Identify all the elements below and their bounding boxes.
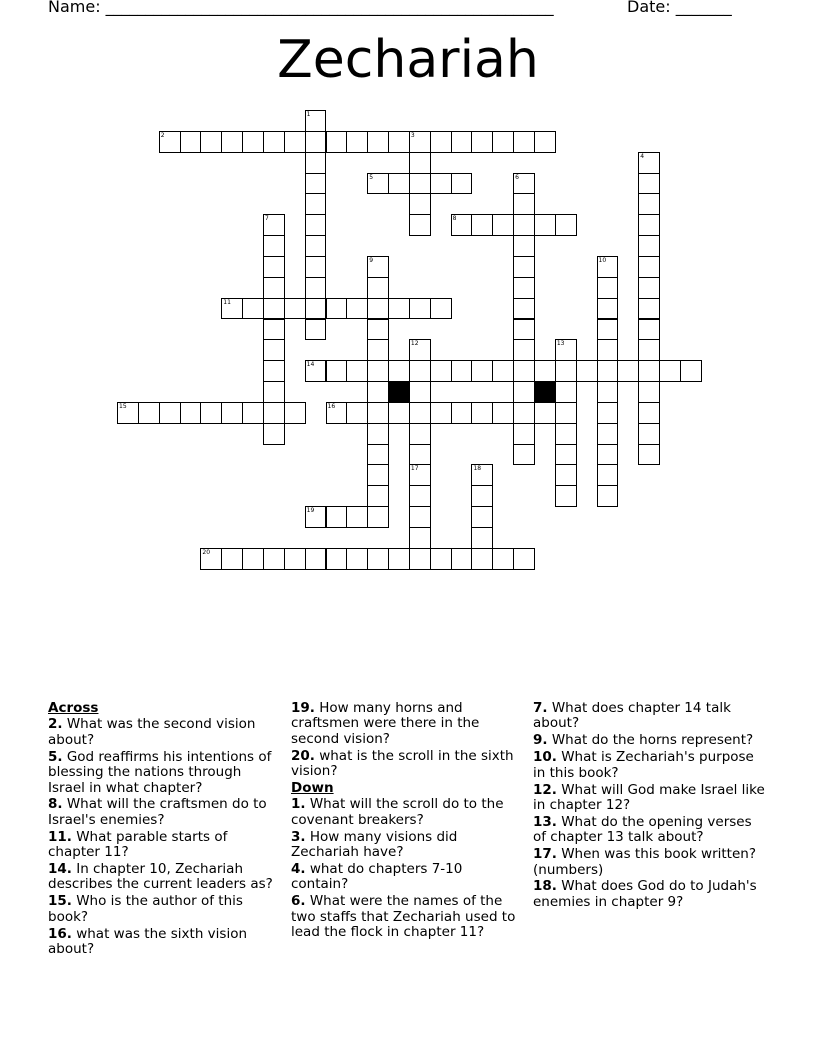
crossword-cell[interactable] [638, 277, 660, 299]
crossword-cell[interactable] [200, 402, 222, 424]
clues-column-1 [48, 701, 276, 959]
crossword-cell[interactable] [638, 256, 660, 278]
crossword-cell[interactable] [492, 548, 514, 570]
clue-number: 11. [48, 828, 72, 845]
clue-text: Who is the author of this book? [48, 893, 243, 925]
crossword-cell[interactable] [367, 381, 389, 403]
crossword-cell[interactable] [305, 277, 327, 299]
crossword-cell[interactable] [388, 402, 410, 424]
crossword-cell[interactable] [200, 131, 222, 153]
crossword-cell[interactable] [471, 485, 493, 507]
clue-down-3 [291, 830, 519, 861]
clue-number: 1. [291, 796, 306, 813]
crossword-cell[interactable] [159, 402, 181, 424]
crossword-cell[interactable] [367, 402, 389, 424]
crossword-cell[interactable] [471, 464, 493, 486]
crossword-cell[interactable] [221, 548, 243, 570]
clue-down-7 [533, 701, 765, 732]
crossword-cell[interactable] [471, 360, 493, 382]
clue-text: what was the sixth vision about? [48, 925, 248, 958]
crossword-cell[interactable] [409, 339, 431, 361]
crossword-cell[interactable] [117, 402, 139, 424]
crossword-cell[interactable] [242, 402, 264, 424]
clue-number-label: 3 [410, 131, 415, 139]
crossword-cell[interactable] [367, 277, 389, 299]
crossword-cell[interactable] [284, 298, 306, 320]
crossword-cell[interactable] [305, 548, 327, 570]
crossword-cell[interactable] [409, 381, 431, 403]
crossword-cell[interactable] [367, 444, 389, 466]
clue-text: What do the opening verses of chapter 13 talk about? [533, 813, 752, 846]
clue-text: What does God do to Judah's enemies in chapter 9? [533, 878, 757, 910]
clue-down-1 [291, 797, 519, 828]
crossword-cell[interactable] [367, 464, 389, 486]
crossword-cell[interactable] [409, 193, 431, 215]
crossword-cell[interactable] [263, 319, 285, 341]
crossword-cell[interactable] [200, 548, 222, 570]
crossword-cell[interactable] [638, 339, 660, 361]
clue-number-label: 11 [223, 298, 231, 306]
crossword-cell[interactable] [326, 402, 348, 424]
crossword-cell[interactable] [451, 173, 473, 195]
crossword-cell[interactable] [492, 360, 514, 382]
crossword-cell[interactable] [597, 402, 619, 424]
crossword-cell[interactable] [638, 360, 660, 382]
crossword-cell[interactable] [555, 485, 577, 507]
crossword-cell[interactable] [326, 506, 348, 528]
clue-text: What was the second vision about? [48, 716, 256, 748]
clue-number-label: 12 [410, 340, 419, 348]
clue-number: 8. [48, 796, 63, 813]
crossword-cell[interactable] [513, 381, 535, 403]
clue-text: What will the scroll do to the covenant breakers? [291, 796, 504, 828]
crossword-cell[interactable] [638, 193, 660, 215]
clue-across-16 [48, 927, 276, 958]
name-field[interactable]: Name: ________________________________________________________ [48, 0, 554, 16]
crossword-cell[interactable] [597, 256, 619, 278]
crossword-cell[interactable] [367, 339, 389, 361]
crossword-cell[interactable] [409, 173, 431, 195]
crossword-cell[interactable] [451, 131, 473, 153]
clue-number: 15. [48, 893, 72, 910]
crossword-cell[interactable] [555, 402, 577, 424]
crossword-cell[interactable] [471, 214, 493, 236]
crossword-cell[interactable] [367, 506, 389, 528]
crossword-cell[interactable] [305, 319, 327, 341]
crossword-cell[interactable] [597, 464, 619, 486]
crossword-cell[interactable] [638, 298, 660, 320]
crossword-cell[interactable] [513, 235, 535, 257]
crossword-cell[interactable] [367, 485, 389, 507]
clue-across-5 [48, 750, 276, 796]
crossword-cell[interactable] [534, 131, 556, 153]
clue-text: What is Zechariah's purpose in this book? [533, 749, 754, 781]
crossword-cell[interactable] [597, 360, 619, 382]
clue-down-6 [291, 894, 519, 940]
clue-across-15 [48, 894, 276, 925]
clue-number-label: 17 [410, 465, 419, 473]
crossword-cell[interactable] [367, 131, 389, 153]
clue-across-11 [48, 830, 276, 861]
clue-number: 6. [291, 893, 306, 910]
crossword-cell[interactable] [409, 131, 431, 153]
clue-number-label: 19 [306, 507, 315, 515]
crossword-cell[interactable] [597, 298, 619, 320]
crossword-cell[interactable] [513, 360, 535, 382]
crossword-cell[interactable] [513, 339, 535, 361]
crossword-cell[interactable] [471, 402, 493, 424]
crossword-cell[interactable] [617, 360, 639, 382]
crossword-cell[interactable] [367, 319, 389, 341]
crossword-cell[interactable] [388, 360, 410, 382]
crossword-cell[interactable] [284, 402, 306, 424]
crossword-cell[interactable] [346, 548, 368, 570]
clue-number: 2. [48, 716, 63, 733]
clue-number: 7. [533, 700, 548, 716]
crossword-cell[interactable] [555, 464, 577, 486]
crossword-cell[interactable] [430, 402, 452, 424]
crossword-cell[interactable] [430, 131, 452, 153]
crossword-cell[interactable] [680, 360, 702, 382]
clue-across-14 [48, 862, 276, 893]
crossword-cell[interactable] [367, 298, 389, 320]
clue-number: 5. [48, 748, 63, 765]
crossword-cell[interactable] [555, 444, 577, 466]
crossword-cell[interactable] [388, 548, 410, 570]
crossword-cell[interactable] [180, 402, 202, 424]
crossword-cell[interactable] [263, 214, 285, 236]
clue-number: 4. [291, 861, 306, 878]
crossword-cell[interactable] [451, 402, 473, 424]
crossword-cell[interactable] [471, 548, 493, 570]
clues-column-2 [291, 701, 519, 942]
clue-text: What parable starts of chapter 11? [48, 828, 228, 861]
crossword-cell[interactable] [534, 402, 556, 424]
crossword-cell[interactable] [638, 214, 660, 236]
crossword-cell[interactable] [409, 548, 431, 570]
crossword-cell[interactable] [221, 402, 243, 424]
crossword-cell[interactable] [638, 402, 660, 424]
crossword-cell[interactable] [430, 173, 452, 195]
clue-text: God reaffirms his intentions of blessing the nations through Israel in what chapter? [48, 748, 272, 796]
blocked-cell [534, 381, 556, 403]
clue-down-9 [533, 733, 765, 748]
clue-text: How many horns and craftsmen were there in the second vision? [291, 700, 480, 747]
crossword-cell[interactable] [597, 423, 619, 445]
crossword-cell[interactable] [638, 152, 660, 174]
crossword-cell[interactable] [305, 152, 327, 174]
crossword-cell[interactable] [305, 256, 327, 278]
page-title: Zechariah [277, 30, 539, 90]
crossword-cell[interactable] [555, 381, 577, 403]
down-heading: Down [291, 780, 334, 797]
clue-number-label: 4 [640, 152, 645, 160]
clue-number: 12. [533, 781, 557, 798]
crossword-cell[interactable] [263, 131, 285, 153]
crossword-cell[interactable] [471, 527, 493, 549]
clue-number: 13. [533, 813, 557, 830]
crossword-cell[interactable] [409, 527, 431, 549]
crossword-cell[interactable] [305, 193, 327, 215]
crossword-cell[interactable] [305, 110, 327, 132]
crossword-cell[interactable] [326, 131, 348, 153]
clue-number-label: 6 [515, 173, 519, 181]
clue-number: 19. [291, 700, 315, 716]
clue-number: 20. [291, 747, 315, 764]
clue-across-8 [48, 797, 276, 828]
crossword-cell[interactable] [263, 381, 285, 403]
crossword-cell[interactable] [367, 360, 389, 382]
crossword-cell[interactable] [180, 131, 202, 153]
crossword-cell[interactable] [409, 152, 431, 174]
crossword-cell[interactable] [284, 548, 306, 570]
crossword-cell[interactable] [326, 298, 348, 320]
crossword-cell[interactable] [513, 444, 535, 466]
clue-text: what do chapters 7-10 contain? [291, 861, 463, 893]
crossword-cell[interactable] [409, 423, 431, 445]
blocked-cell [388, 381, 410, 403]
clue-text: What will God make Israel like in chapter 12? [533, 781, 765, 813]
crossword-cell[interactable] [305, 131, 327, 153]
clue-number-label: 13 [556, 340, 565, 348]
crossword-cell[interactable] [597, 444, 619, 466]
crossword-cell[interactable] [513, 214, 535, 236]
crossword-cell[interactable] [159, 131, 181, 153]
clue-across-2 [48, 717, 276, 748]
crossword-cell[interactable] [555, 214, 577, 236]
crossword-cell[interactable] [409, 214, 431, 236]
clue-number: 3. [291, 828, 306, 845]
crossword-cell[interactable] [451, 548, 473, 570]
crossword-cell[interactable] [263, 548, 285, 570]
crossword-cell[interactable] [346, 402, 368, 424]
crossword-cell[interactable] [221, 298, 243, 320]
crossword-cell[interactable] [430, 548, 452, 570]
clue-number-label: 5 [369, 173, 374, 181]
clue-number-label: 1 [306, 111, 311, 118]
clue-text: What do the horns represent? [547, 732, 754, 749]
clue-number: 14. [48, 861, 72, 878]
crossword-cell[interactable] [263, 298, 285, 320]
crossword-cell[interactable] [638, 319, 660, 341]
crossword-cell[interactable] [346, 131, 368, 153]
crossword-cell[interactable] [597, 319, 619, 341]
clue-text: When was this book written? (numbers) [533, 846, 756, 878]
crossword-cell[interactable] [409, 464, 431, 486]
crossword-cell[interactable] [263, 360, 285, 382]
crossword-cell[interactable] [138, 402, 160, 424]
crossword-cell[interactable] [305, 506, 327, 528]
clue-text: What will the craftsmen do to Israel's enemies? [48, 796, 267, 828]
clues-column-3 [533, 701, 765, 912]
clue-number-label: 15 [119, 402, 127, 410]
clue-down-10 [533, 750, 765, 781]
crossword-cell[interactable] [555, 360, 577, 382]
crossword-cell[interactable] [242, 298, 264, 320]
clue-number-label: 16 [327, 402, 336, 410]
crossword-cell[interactable] [555, 339, 577, 361]
crossword-cell[interactable] [451, 360, 473, 382]
clue-number: 10. [533, 749, 557, 766]
crossword-cell[interactable] [305, 235, 327, 257]
clue-number: 9. [533, 732, 548, 749]
crossword-cell[interactable] [409, 298, 431, 320]
crossword-cell[interactable] [367, 256, 389, 278]
crossword-cell[interactable] [513, 298, 535, 320]
clue-down-17 [533, 847, 765, 878]
crossword-cell[interactable] [263, 277, 285, 299]
clue-across-19 [291, 701, 519, 747]
crossword-cell[interactable] [576, 360, 598, 382]
crossword-cell[interactable] [513, 423, 535, 445]
crossword-cell[interactable] [430, 360, 452, 382]
crossword-cell[interactable] [326, 548, 348, 570]
clue-text: How many visions did Zechariah have? [291, 828, 458, 861]
clue-down-12 [533, 783, 765, 814]
crossword-cell[interactable] [659, 360, 681, 382]
crossword-cell[interactable] [597, 339, 619, 361]
crossword-cell[interactable] [263, 423, 285, 445]
crossword-cell[interactable] [305, 214, 327, 236]
clue-number: 18. [533, 878, 557, 895]
crossword-cell[interactable] [513, 193, 535, 215]
clue-down-4 [291, 862, 519, 893]
clue-text: What were the names of the two staffs that Zechariah used to lead the flock in chapter 11? [291, 893, 516, 941]
crossword-cell[interactable] [305, 298, 327, 320]
crossword-cell[interactable] [242, 131, 264, 153]
crossword-cell[interactable] [388, 298, 410, 320]
clue-number-label: 10 [598, 256, 607, 264]
crossword-cell[interactable] [513, 173, 535, 195]
date-field[interactable]: Date: _______ [627, 0, 732, 16]
crossword-cell[interactable] [638, 173, 660, 195]
crossword-cell[interactable] [492, 214, 514, 236]
crossword-cell[interactable] [284, 131, 306, 153]
crossword-cell[interactable] [409, 402, 431, 424]
crossword-cell[interactable] [263, 339, 285, 361]
clue-text: what is the scroll in the sixth vision? [291, 747, 514, 780]
clue-number-label: 2 [160, 131, 165, 139]
clue-down-18 [533, 879, 765, 910]
crossword-cell[interactable] [513, 131, 535, 153]
clue-text: In chapter 10, Zechariah describes the current leaders as? [48, 861, 273, 893]
crossword-cell[interactable] [638, 235, 660, 257]
clue-across-20 [291, 749, 519, 780]
crossword-cell[interactable] [409, 444, 431, 466]
crossword-cell[interactable] [409, 485, 431, 507]
clue-down-13 [533, 815, 765, 846]
crossword-cell[interactable] [471, 131, 493, 153]
crossword-cell[interactable] [346, 360, 368, 382]
crossword-cell[interactable] [305, 173, 327, 195]
crossword-cell[interactable] [451, 214, 473, 236]
crossword-cell[interactable] [513, 277, 535, 299]
crossword-cell[interactable] [388, 131, 410, 153]
clue-number-label: 9 [369, 256, 374, 264]
crossword-cell[interactable] [305, 360, 327, 382]
crossword-cell[interactable] [513, 548, 535, 570]
crossword-cell[interactable] [242, 548, 264, 570]
crossword-cell[interactable] [221, 131, 243, 153]
crossword-cell[interactable] [492, 402, 514, 424]
crossword-cell[interactable] [430, 298, 452, 320]
crossword-cell[interactable] [263, 235, 285, 257]
crossword-cell[interactable] [326, 360, 348, 382]
crossword-cell[interactable] [388, 173, 410, 195]
clue-number: 17. [533, 846, 557, 863]
crossword-cell[interactable] [346, 506, 368, 528]
clue-text: What does chapter 14 talk about? [533, 700, 731, 732]
crossword-cell[interactable] [367, 173, 389, 195]
crossword-cell[interactable] [638, 423, 660, 445]
crossword-cell[interactable] [597, 277, 619, 299]
crossword-cell[interactable] [638, 444, 660, 466]
crossword-cell[interactable] [367, 423, 389, 445]
crossword-cell[interactable] [263, 402, 285, 424]
crossword-cell[interactable] [513, 319, 535, 341]
crossword-cell[interactable] [263, 256, 285, 278]
crossword-cell[interactable] [513, 256, 535, 278]
crossword-cell[interactable] [638, 381, 660, 403]
clue-number: 16. [48, 925, 72, 942]
crossword-cell[interactable] [555, 423, 577, 445]
crossword-cell[interactable] [471, 506, 493, 528]
crossword-cell[interactable] [597, 485, 619, 507]
crossword-cell[interactable] [346, 298, 368, 320]
across-heading: Across [48, 700, 99, 716]
crossword-cell[interactable] [409, 360, 431, 382]
crossword-cell[interactable] [492, 131, 514, 153]
clue-number-label: 14 [306, 361, 315, 369]
crossword-cell[interactable] [534, 214, 556, 236]
crossword-cell[interactable] [534, 360, 556, 382]
clue-number-label: 18 [473, 465, 482, 473]
crossword-cell[interactable] [513, 402, 535, 424]
crossword-cell[interactable] [409, 506, 431, 528]
crossword-cell[interactable] [367, 548, 389, 570]
clue-number-label: 8 [452, 215, 457, 223]
clue-number-label: 20 [202, 548, 211, 556]
crossword-cell[interactable] [597, 381, 619, 403]
clue-number-label: 7 [264, 215, 269, 223]
